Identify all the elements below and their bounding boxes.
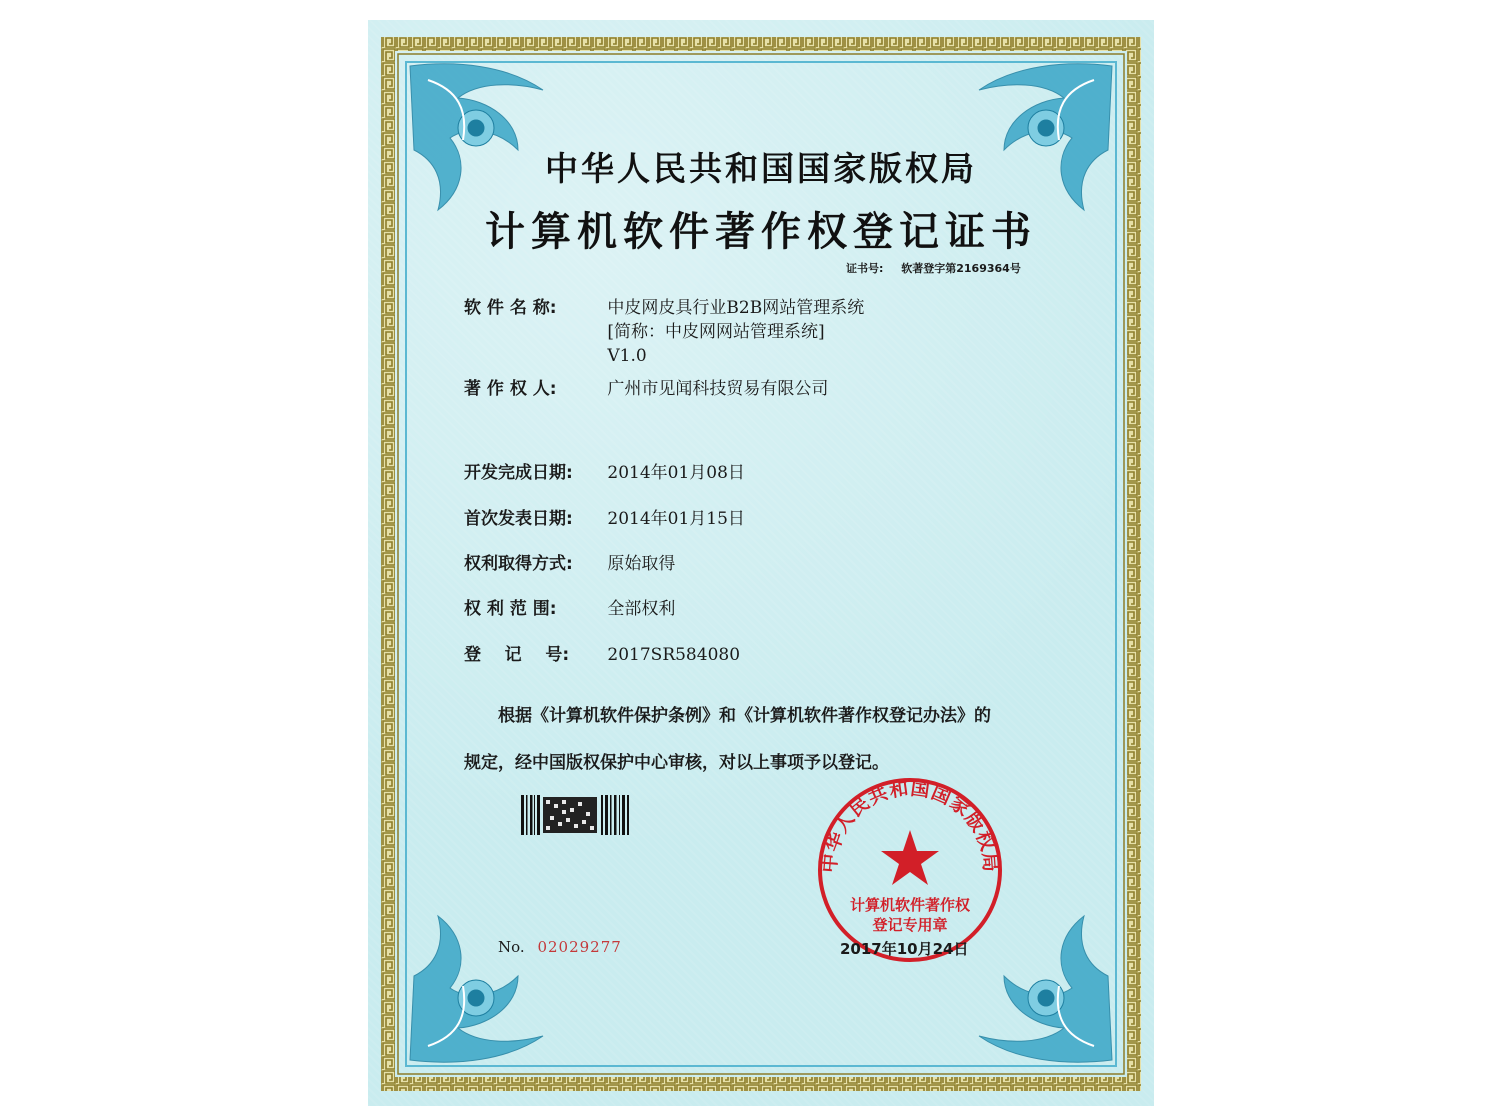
certificate-number-label: 证书号: [846, 262, 884, 275]
software-name-line: 中皮网皮具行业B2B网站管理系统 [607, 298, 865, 318]
seal-text-line: 登记专用章 [872, 916, 948, 934]
rights-method-value: 原始取得 [607, 554, 676, 574]
certificate-content [368, 20, 1154, 1106]
issuing-authority: 中华人民共和国国家版权局 [545, 149, 977, 188]
statement-line: 根据《计算机软件保护条例》和《计算机软件著作权登记办法》的 [498, 706, 991, 726]
owner-value: 广州市见闻科技贸易有限公司 [607, 379, 829, 399]
barcode-image [521, 795, 631, 835]
software-name-value [607, 296, 864, 368]
rights-scope-value: 全部权利 [607, 599, 676, 619]
software-name-line: [简称：中皮网网站管理系统] [607, 322, 825, 342]
serial-number-label: No. [498, 938, 525, 956]
rights-scope-row [464, 597, 675, 621]
serial-number-value: 02029277 [537, 938, 622, 956]
statement-line: 规定，经中国版权保护中心审核，对以上事项予以登记。 [464, 753, 889, 773]
dev-date-row [464, 461, 745, 485]
rights-scope-label: 权 利 范 围: [464, 599, 557, 619]
pub-date-value: 2014年01月15日 [607, 509, 745, 529]
reg-no-value: 2017SR584080 [607, 645, 741, 665]
certificate-title: 计算机软件著作权登记证书 [485, 209, 1037, 255]
issue-date: 2017年10月24日 [840, 940, 969, 958]
rights-method-label: 权利取得方式: [464, 554, 573, 574]
reg-no-label: 登 记 号: [464, 645, 570, 665]
certificate-number [846, 260, 1035, 276]
reg-no-row [464, 643, 740, 667]
pub-date-label: 首次发表日期: [464, 509, 573, 529]
owner-label: 著 作 权 人: [464, 379, 557, 399]
pub-date-row [464, 507, 745, 531]
software-name-label: 软 件 名 称: [464, 298, 557, 318]
dev-date-label: 开发完成日期: [464, 463, 573, 483]
seal-text-line: 计算机软件著作权 [849, 896, 970, 914]
rights-method-row [464, 552, 675, 576]
software-name-row [464, 296, 864, 368]
serial-number [498, 938, 622, 956]
dev-date-value: 2014年01月08日 [607, 463, 745, 483]
certificate [368, 20, 1154, 1106]
certificate-number-value: 软著登字第2169364号 [901, 262, 1021, 275]
owner-row [464, 377, 828, 401]
svg-text:中华人民共和国国家版权局: 中华人民共和国国家版权局 [818, 777, 1002, 874]
software-name-line: V1.0 [607, 346, 647, 366]
